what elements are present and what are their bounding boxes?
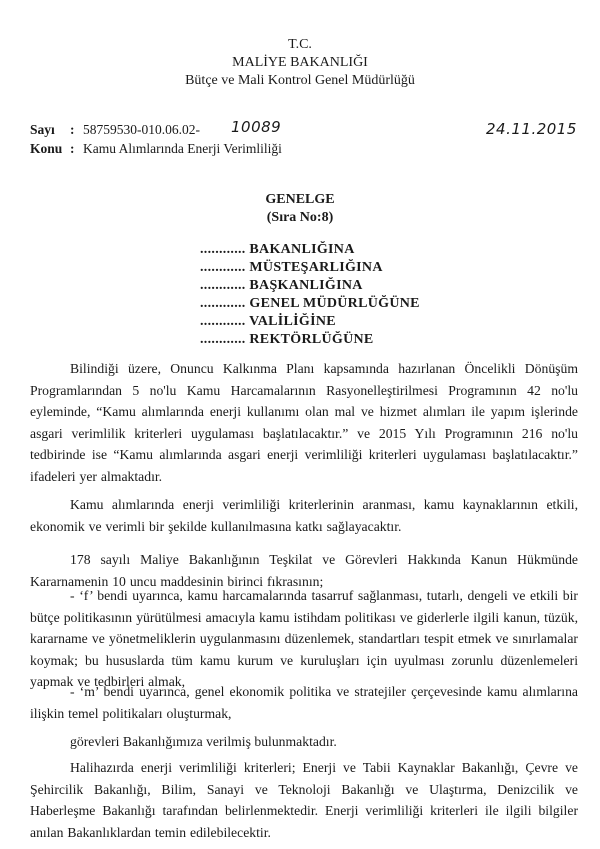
paragraph-3: 178 sayılı Maliye Bakanlığının Teşkilat ve Görevleri Hakkında Kanun Hükmünde Kararnamenin 10 uncu maddesinin birinci fıkrasının; [30, 552, 578, 589]
paragraph-f-bendi: - ‘f’ bendi uyarınca, kamu harcamalarında tasarruf sağlanması, tutarlı, dengeli ve etkili bir bütçe politikasının yürütülmesi amacıyla kamu istihdam politikası ve giderlerle ilgili kanun, tüzük, kararname ve yönetmeliklerin uygulanmasını düzenlemek, standartları tespit etmek ve sınırlamalar koymak; bu hususlarda tüm kamu kurum ve kuruluşları için uyulması zorunlu düzenlemeleri yapmak ve tedbirleri almak, [30, 588, 578, 690]
sayi-value: 58759530-010.06.02- [83, 122, 200, 137]
addressee-baskanlik: ............ BAŞKANLIĞINA [200, 278, 363, 293]
addressee-bakanlik: ............ BAKANLIĞINA [200, 242, 355, 257]
sayi-label: Sayı [30, 122, 55, 137]
addressee-rektorluk: ............ REKTÖRLÜĞÜNE [200, 332, 374, 347]
letterhead-ministry: MALİYE BAKANLIĞI [232, 55, 368, 70]
paragraph-gorevler: görevleri Bakanlığımıza verilmiş bulunmaktadır. [70, 734, 337, 749]
sayi-separator: : [70, 122, 75, 137]
addressee-mustesarlik: ............ MÜSTEŞARLIĞINA [200, 260, 383, 275]
paragraph-m-bendi: - ‘m’ bendi uyarınca, genel ekonomik politika ve stratejiler çerçevesinde kamu alımlarına ilişkin temel politikaları oluşturmak, [30, 684, 578, 721]
letterhead-directorate: Bütçe ve Mali Kontrol Genel Müdürlüğü [185, 73, 415, 88]
addressee-genel-mudurluk: ............ GENEL MÜDÜRLÜĞÜNE [200, 296, 420, 311]
letterhead-tc: T.C. [288, 37, 312, 52]
handwritten-date: 24.11.2015 [486, 120, 577, 138]
konu-value: Kamu Alımlarında Enerji Verimliliği [83, 141, 282, 156]
document-sequence: (Sıra No:8) [266, 210, 334, 225]
document-title: GENELGE [265, 192, 335, 207]
konu-label: Konu [30, 141, 63, 156]
paragraph-2: Kamu alımlarında enerji verimliliği kriterlerinin aranması, kamu kaynaklarının etkili, ekonomik ve verimli bir şekilde kullanılmasına katkı sağlayacaktır. [30, 497, 578, 534]
sayi-handwritten-number: 10089 [231, 118, 282, 136]
paragraph-enerji-kriterleri: Halihazırda enerji verimliliği kriterleri; Enerji ve Tabii Kaynaklar Bakanlığı, Çevre ve Şehircilik Bakanlığı, Bilim, Sanayi ve Teknoloji Bakanlığı ve Ulaştırma, Denizcilik ve Haberleşme Bakanlığı tarafından belirlenmektedir. Enerji verimliliği kriterleri ile ilgili bilgiler anılan Bakanlıklardan temin edilebilecektir. [30, 760, 578, 840]
konu-separator: : [70, 141, 75, 156]
paragraph-1: Bilindiği üzere, Onuncu Kalkınma Planı kapsamında hazırlanan Öncelikli Dönüşüm Programlarından 5 no'lu Kamu Harcamalarının Rasyonelleştirilmesi Programının 42 no'lu eyleminde, “Kamu alımlarında enerji kullanımı olan mal ve hizmet alımları ile yapım işlerinde asgari verimlilik kriterleri uygulaması başlatılacaktır.” ve 2015 Yılı Programının 216 no'lu tedbirinde ise “Kamu alımlarında asgari enerji verimliliği kriterleri uygulaması başlatılacaktır.” ifadeleri yer almaktadır. [30, 361, 578, 484]
addressee-valilik: ............ VALİLİĞİNE [200, 314, 336, 329]
